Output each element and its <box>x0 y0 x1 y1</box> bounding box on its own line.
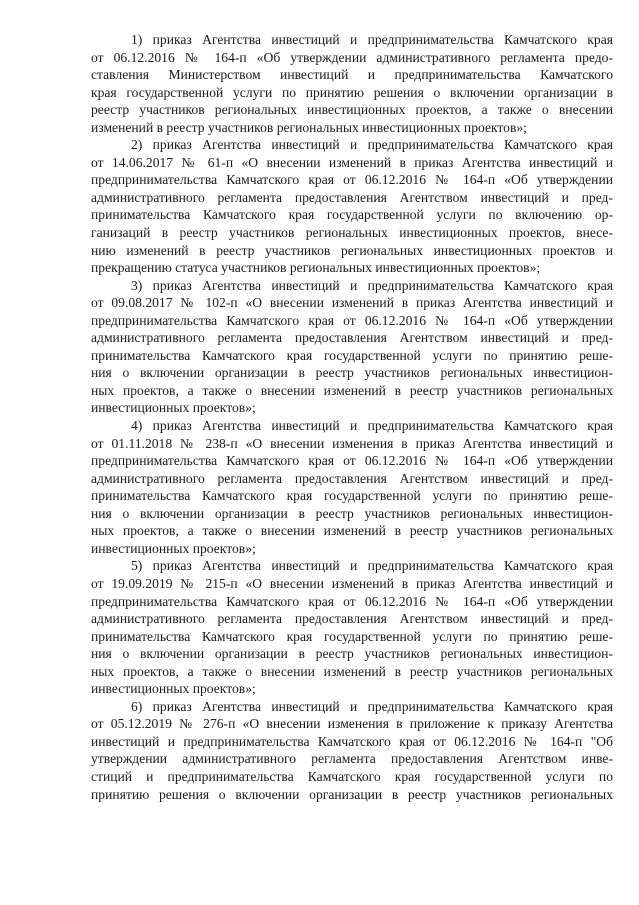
paragraph-line: предпринимательства Камчатского края от 06.12.2016 № 164-п «Об утверждении <box>91 312 613 328</box>
paragraph-line: инвестиционных проектов»; <box>91 540 256 556</box>
paragraph-line: от 06.12.2016 № 164-п «Об утверждении административного регламента предо- <box>91 49 613 65</box>
paragraph-line: утверждении административного регламента предоставления Агентством инве- <box>91 751 613 767</box>
paragraph-line: ставления Министерством инвестиций и предпринимательства Камчатского <box>91 67 613 83</box>
paragraph-line: инвестиционных проектов»; <box>91 681 256 697</box>
paragraph-line: принимательства Камчатского края государственной услуги по принятию реше- <box>91 347 613 363</box>
paragraph-line: 4) приказ Агентства инвестиций и предпринимательства Камчатского края <box>131 418 613 434</box>
list-item-paragraph <box>91 557 613 697</box>
list-item-paragraph <box>91 277 613 417</box>
list-item-paragraph <box>91 136 613 276</box>
paragraph-line: 6) приказ Агентства инвестиций и предпринимательства Камчатского края <box>131 698 613 714</box>
paragraph-line: от 05.12.2019 № 276-п «О внесении изменения в приложение к приказу Агентства <box>91 716 613 732</box>
paragraph-line: предпринимательства Камчатского края от 06.12.2016 № 164-п «Об утверждении <box>91 453 613 469</box>
paragraph-line: от 01.11.2018 № 238-п «О внесении изменения в приказ Агентства инвестиций и <box>91 435 613 451</box>
paragraph-line: от 19.09.2019 № 215-п «О внесении изменений в приказ Агентства инвестиций и <box>91 575 613 591</box>
list-item-paragraph <box>91 31 613 136</box>
paragraph-line: инвестиционных проектов»; <box>91 400 256 416</box>
paragraph-line: ния о включении организации в реестр участников региональных инвестицион- <box>91 505 613 521</box>
paragraph-line: предпринимательства Камчатского края от 06.12.2016 № 164-п «Об утверждении <box>91 593 613 609</box>
paragraph-line: административного регламента предоставления Агентством инвестиций и пред- <box>91 470 613 486</box>
paragraph-line: 1) приказ Агентства инвестиций и предпринимательства Камчатского края <box>131 32 613 47</box>
paragraph-line: административного регламента предоставления Агентством инвестиций и пред- <box>91 189 613 205</box>
paragraph-line: принимательства Камчатского края государственной услуги по принятию реше- <box>91 628 613 644</box>
document-page <box>91 31 613 803</box>
paragraph-line: ных проектов, а также о внесении изменений в реестр участников региональных <box>91 523 613 539</box>
paragraph-line: нию изменений в реестр участников региональных инвестиционных проектов и <box>91 242 613 258</box>
paragraph-line: ных проектов, а также о внесении изменений в реестр участников региональных <box>91 382 613 398</box>
paragraph-line: принятию решения о включении организации в реестр участников региональных <box>91 786 613 802</box>
list-item-paragraph <box>91 417 613 557</box>
paragraph-line: административного регламента предоставления Агентством инвестиций и пред- <box>91 611 613 627</box>
paragraph-line: прекращению статуса участников региональных инвестиционных проектов»; <box>91 260 541 276</box>
paragraph-line: от 09.08.2017 № 102-п «О внесении изменений в приказ Агентства инвестиций и <box>91 295 613 311</box>
paragraph-line: 3) приказ Агентства инвестиций и предпринимательства Камчатского края <box>131 277 613 293</box>
paragraph-line: ния о включении организации в реестр участников региональных инвестицион- <box>91 646 613 662</box>
paragraph-line: изменений в реестр участников региональных инвестиционных проектов»; <box>91 119 527 135</box>
paragraph-line: предпринимательства Камчатского края от 06.12.2016 № 164-п «Об утверждении <box>91 172 613 188</box>
paragraph-line: инвестиций и предпринимательства Камчатского края от 06.12.2016 № 164-п "Об <box>91 733 613 749</box>
paragraph-line: административного регламента предоставления Агентством инвестиций и пред- <box>91 330 613 346</box>
paragraph-line: 2) приказ Агентства инвестиций и предпринимательства Камчатского края <box>131 137 613 153</box>
paragraph-line: 5) приказ Агентства инвестиций и предпринимательства Камчатского края <box>131 558 613 574</box>
paragraph-line: ганизаций в реестр участников региональных инвестиционных проектов, внесе- <box>91 225 613 241</box>
paragraph-line: стиций и предпринимательства Камчатского края государственной услуги по <box>91 768 613 784</box>
paragraph-line: принимательства Камчатского края государственной услуги по принятию реше- <box>91 488 613 504</box>
paragraph-line: реестр участников региональных инвестиционных проектов, а также о внесении <box>91 102 613 118</box>
paragraph-line: края государственной услуги по принятию решения о включении организации в <box>91 84 613 100</box>
list-item-paragraph <box>91 698 613 803</box>
paragraph-list <box>91 31 613 803</box>
paragraph-line: принимательства Камчатского края государственной услуги по включению ор- <box>91 207 613 223</box>
paragraph-line: ния о включении организации в реестр участников региональных инвестицион- <box>91 365 613 381</box>
paragraph-line: от 14.06.2017 № 61-п «О внесении изменений в приказ Агентства инвестиций и <box>91 154 613 170</box>
paragraph-line: ных проектов, а также о внесении изменений в реестр участников региональных <box>91 663 613 679</box>
